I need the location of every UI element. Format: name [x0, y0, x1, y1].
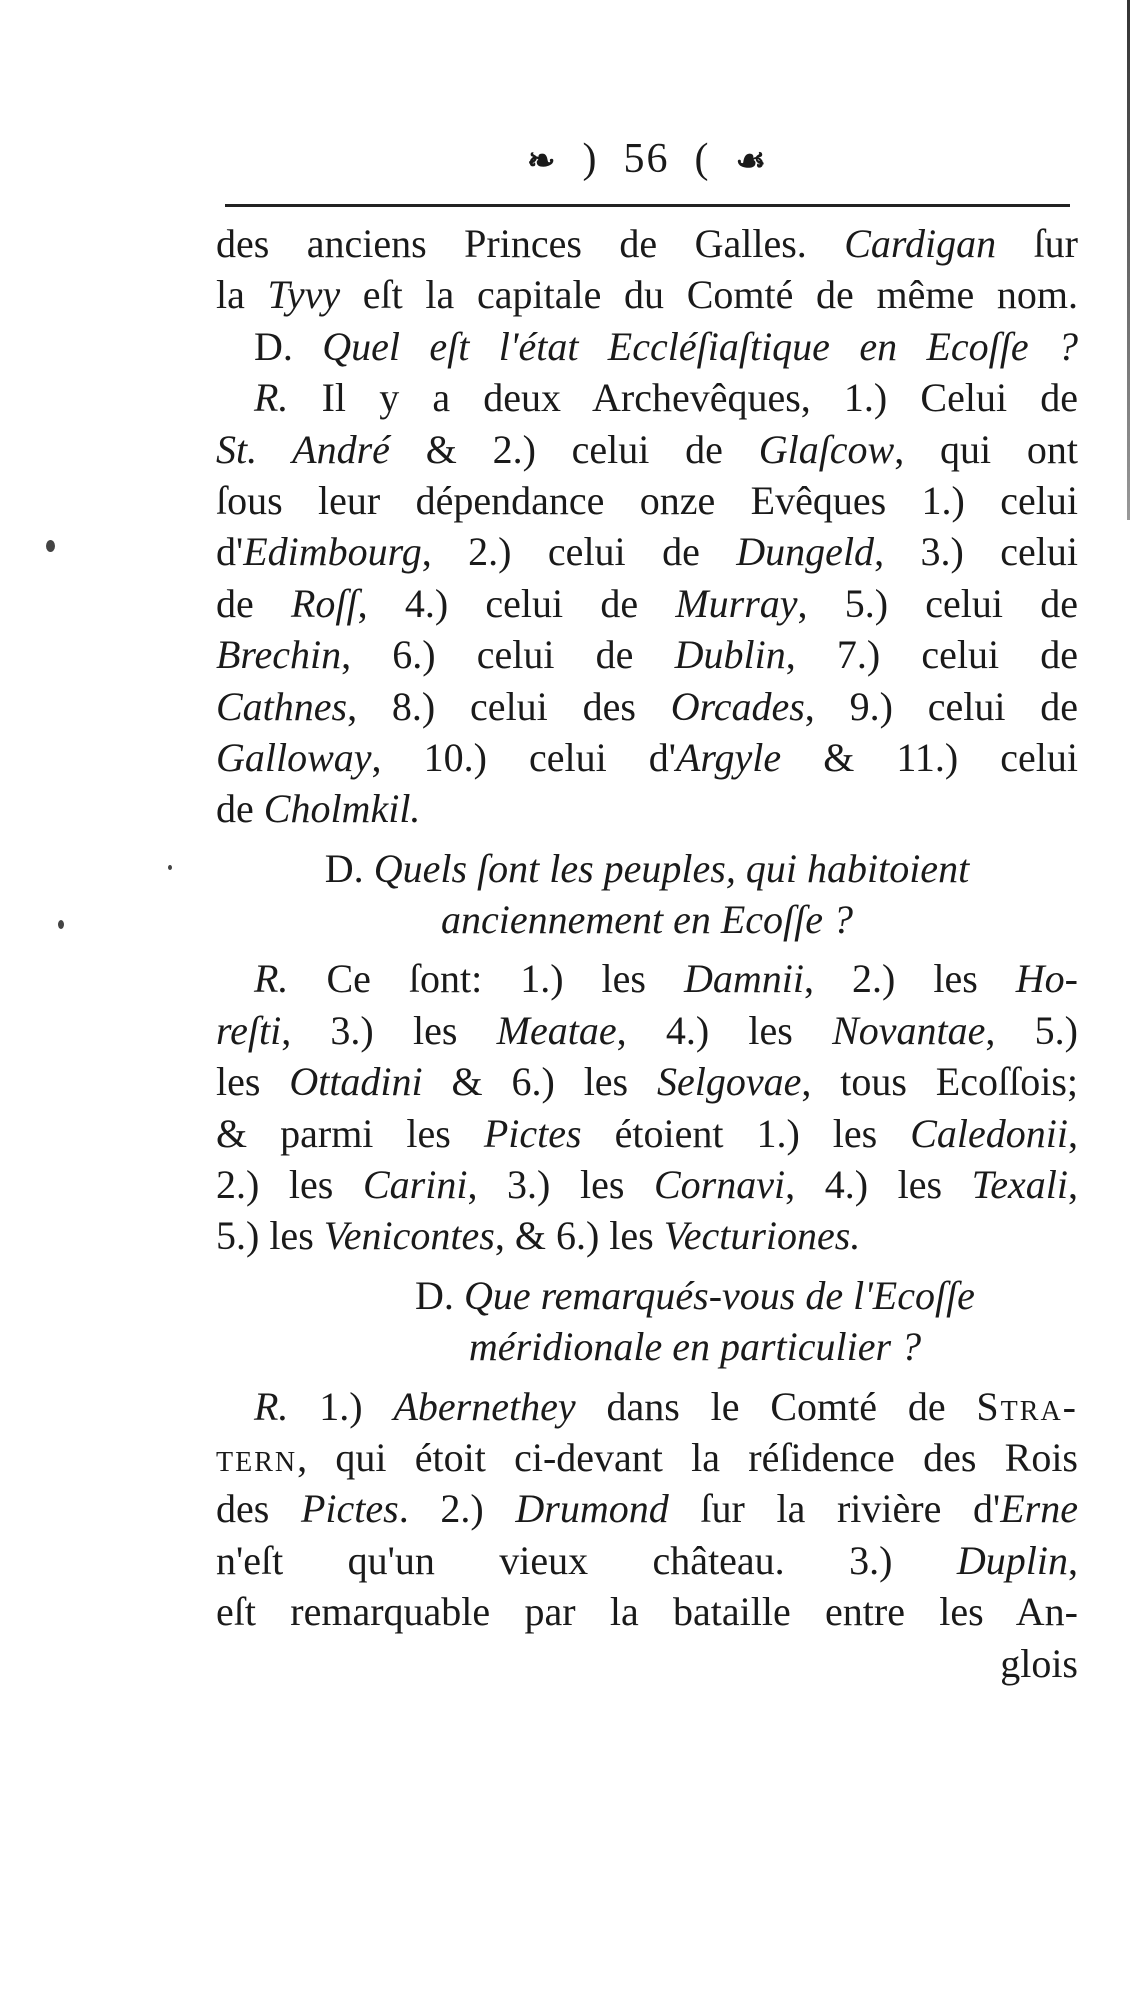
text-line — [216, 629, 1078, 680]
ink-speck — [58, 920, 64, 929]
text-span: & parmi les — [216, 1110, 484, 1156]
italic-text: Drumond — [515, 1486, 669, 1532]
ink-speck — [46, 540, 55, 552]
text-span: , & 6.) les — [494, 1213, 664, 1259]
italic-text: Quel eſt l'état Eccléſiaſtique en Ecoſſe ? — [322, 323, 1079, 369]
small-caps-text: Stra- — [976, 1383, 1078, 1429]
text-span: glois — [1000, 1640, 1078, 1686]
text-line — [216, 783, 1078, 834]
italic-text: Dungeld — [736, 529, 875, 575]
text-span: des anciens Princes de Galles. — [216, 221, 845, 266]
text-span: , 4.) les — [616, 1007, 833, 1053]
text-line — [216, 1108, 1078, 1159]
italic-text: Vecturiones. — [663, 1213, 861, 1259]
small-caps-text: tern — [216, 1434, 298, 1480]
text-line — [216, 732, 1078, 783]
text-span: , qui étoit ci-devant la réſidence des Rois — [297, 1434, 1078, 1480]
text-span: étoient 1.) les — [581, 1110, 911, 1156]
paren-right: ( — [682, 136, 723, 182]
italic-text: Carini — [362, 1162, 468, 1208]
text-span: & 11.) celui — [781, 734, 1079, 780]
italic-text: Abernethey — [393, 1383, 576, 1429]
text-span: , 2.) celui de — [421, 529, 737, 575]
italic-text: Ho- — [1015, 956, 1078, 1002]
text-span: , 9.) celui de — [804, 683, 1079, 729]
text-span: , 5.) celui de — [797, 580, 1078, 626]
text-span: , 3.) les — [467, 1162, 654, 1208]
text-line — [216, 526, 1078, 577]
header-ornament-right: ☙ — [735, 143, 768, 180]
text-span: ſur — [996, 221, 1078, 266]
italic-text: Pictes — [300, 1486, 399, 1532]
text-span: , 2.) les — [804, 956, 1016, 1002]
italic-text: Damnii — [684, 956, 804, 1002]
ink-speck — [168, 865, 172, 870]
page-edge — [1127, 0, 1130, 520]
italic-text: Galloway — [216, 734, 372, 780]
text-span: , 8.) celui des — [347, 683, 671, 729]
text-line — [216, 1586, 1078, 1637]
text-line — [216, 843, 1078, 894]
text-span: D. — [324, 845, 374, 891]
running-header — [225, 135, 1070, 183]
text-line — [216, 1535, 1078, 1586]
italic-text: R. — [254, 1383, 289, 1429]
text-line — [216, 1381, 1078, 1432]
text-line — [216, 1056, 1078, 1107]
text-span: d' — [216, 529, 244, 575]
text-span: & 6.) les — [422, 1059, 657, 1105]
paragraph-gap — [216, 835, 1078, 843]
text-line — [216, 681, 1078, 732]
italic-text: Murray — [675, 580, 798, 626]
text-span: . 2.) — [398, 1486, 516, 1532]
italic-text: Caledonii — [910, 1110, 1068, 1156]
italic-text: Argyle — [676, 734, 782, 780]
text-span: ſur la rivière d' — [668, 1486, 1001, 1532]
text-span: , 7.) celui de — [785, 632, 1079, 678]
text-line — [216, 1270, 1078, 1321]
text-line — [216, 218, 1078, 269]
italic-text: Orcades — [670, 683, 805, 729]
text-span: D. — [415, 1272, 464, 1318]
italic-text: St. André — [216, 426, 390, 472]
text-span: les — [216, 1059, 290, 1105]
text-span: , — [1067, 1162, 1078, 1208]
text-line — [216, 1210, 1078, 1261]
italic-text: Cardigan — [844, 221, 997, 266]
text-span: n'eſt qu'un vieux château. 3.) — [216, 1537, 957, 1583]
text-span: , 4.) celui de — [357, 580, 676, 626]
header-ornament-left: ❧ — [527, 143, 558, 180]
italic-text: Selgovae — [657, 1059, 802, 1105]
text-span: eſt remarquable par la bataille entre les An- — [216, 1589, 1078, 1635]
italic-text: Erne — [1000, 1486, 1078, 1532]
text-span: Il y a deux Archevêques, 1.) Celui de — [288, 375, 1078, 421]
italic-text: Ottadini — [289, 1059, 423, 1105]
page-number: 56 — [623, 136, 670, 182]
italic-text: Dublin — [674, 632, 786, 678]
text-line — [216, 953, 1078, 1004]
paragraph-gap — [216, 1262, 1078, 1270]
text-line — [216, 321, 1078, 372]
text-span: Ce ſont: 1.) les — [288, 956, 684, 1002]
text-line — [216, 372, 1078, 423]
text-span: , — [1068, 1537, 1078, 1583]
italic-text: anciennement en Ecoſſe ? — [440, 897, 854, 943]
italic-text: Tyvy — [267, 272, 341, 318]
italic-text: Pictes — [483, 1110, 582, 1156]
text-line — [216, 1638, 1078, 1689]
paragraph-gap — [216, 1373, 1078, 1381]
text-span: dans le Comté de — [575, 1383, 977, 1429]
text-span: & 2.) celui de — [389, 426, 759, 472]
text-span: eſt la capitale du Comté de même nom. — [340, 272, 1078, 318]
italic-text: Novantae — [832, 1007, 986, 1053]
text-span: , — [1068, 1110, 1078, 1156]
text-line — [216, 1159, 1078, 1210]
text-span: , qui ont — [894, 426, 1078, 472]
text-span: , 3.) celui — [874, 529, 1078, 575]
italic-text: Cathnes — [216, 683, 348, 729]
text-line — [216, 475, 1078, 526]
italic-text: reſti — [216, 1007, 282, 1053]
text-span: 5.) les — [216, 1213, 324, 1259]
text-span: la — [216, 272, 268, 318]
italic-text: Que remarqués-vous de l'Ecoſſe — [463, 1272, 975, 1318]
italic-text: Venicontes — [323, 1213, 495, 1259]
italic-text: Texali — [971, 1162, 1068, 1208]
text-span: , tous Ecoſſois; — [801, 1059, 1078, 1105]
text-span: des — [216, 1486, 301, 1532]
text-line — [216, 424, 1078, 475]
italic-text: R. — [254, 375, 289, 421]
text-line — [216, 578, 1078, 629]
text-span: de — [216, 580, 291, 626]
text-span: , 3.) les — [281, 1007, 497, 1053]
italic-text: R. — [254, 956, 289, 1002]
italic-text: Duplin — [956, 1537, 1068, 1583]
text-line — [216, 1432, 1078, 1483]
text-span: ſous leur dépendance onze Evêques 1.) celui — [216, 477, 1078, 523]
text-span: D. — [254, 323, 323, 369]
italic-text: Edimbourg — [243, 529, 422, 575]
text-line — [216, 269, 1078, 320]
text-span: , 4.) les — [785, 1162, 972, 1208]
italic-text: Brechin — [216, 632, 342, 678]
text-span: , 6.) celui de — [341, 632, 675, 678]
italic-text: Quels ſont les peuples, qui habitoient — [373, 845, 970, 891]
text-span: 1.) — [288, 1383, 394, 1429]
text-line — [216, 1005, 1078, 1056]
italic-text: Roſſ — [290, 580, 358, 626]
page-body-text — [216, 218, 1078, 1689]
text-span: , 10.) celui d' — [371, 734, 676, 780]
text-line — [216, 1483, 1078, 1534]
header-rule — [225, 204, 1070, 207]
text-span: 2.) les — [216, 1162, 363, 1208]
text-span: de — [216, 786, 264, 832]
text-line — [216, 1321, 1078, 1372]
paren-left: ) — [570, 136, 611, 182]
italic-text: Meatae — [496, 1007, 617, 1053]
text-line — [216, 894, 1078, 945]
paragraph-gap — [216, 945, 1078, 953]
italic-text: Glaſcow — [758, 426, 895, 472]
italic-text: Cornavi — [653, 1162, 786, 1208]
text-span: , 5.) — [985, 1007, 1078, 1053]
italic-text: Cholmkil. — [263, 786, 421, 832]
italic-text: méridionale en particulier ? — [468, 1324, 922, 1370]
